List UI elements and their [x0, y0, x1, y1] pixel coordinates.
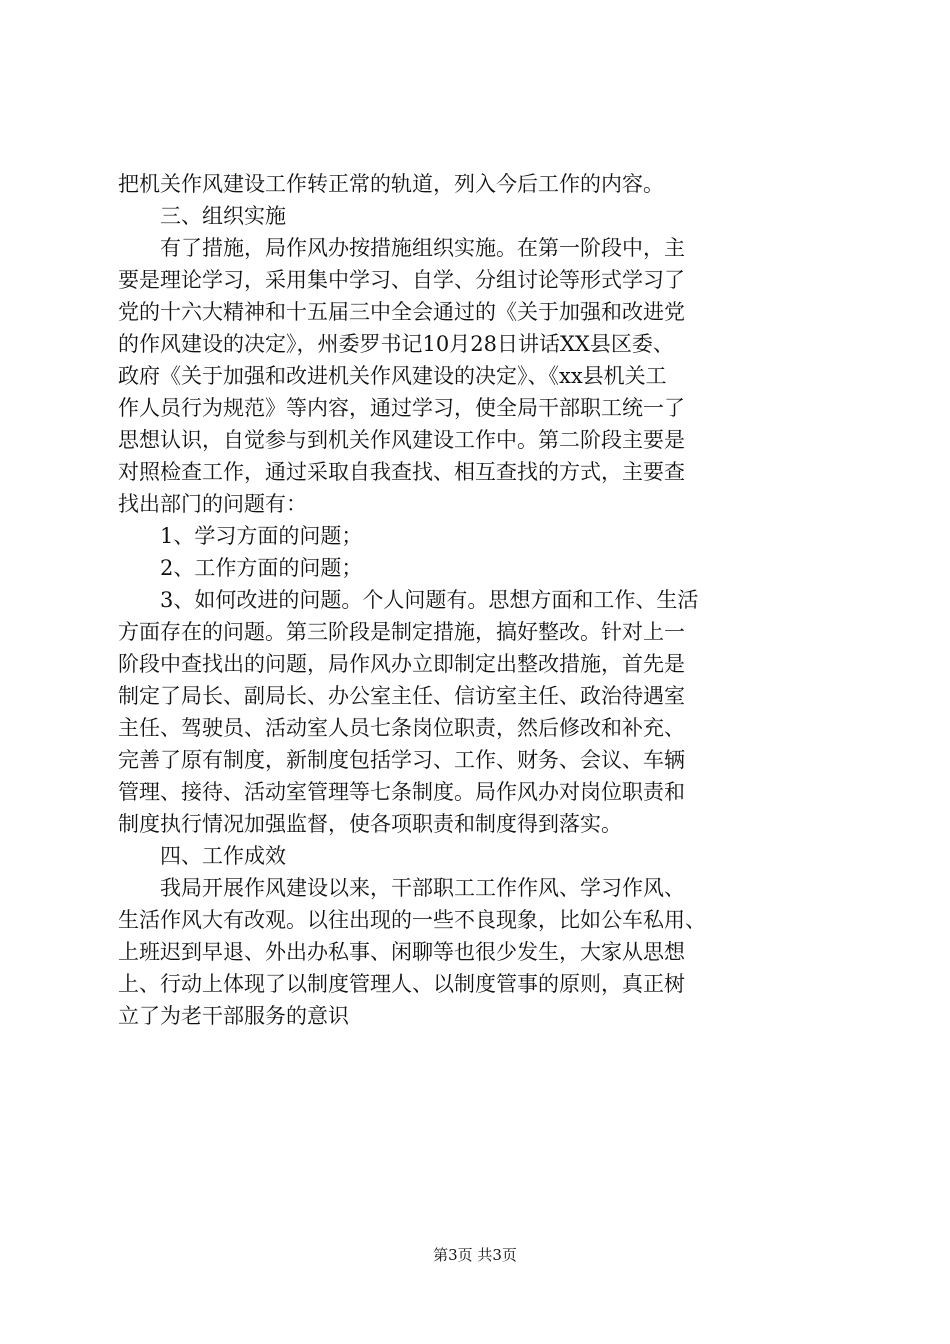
- body-text-line: 上、行动上体现了以制度管理人、以制度管事的原则，真正树: [118, 972, 685, 996]
- body-text-line: 要是理论学习，采用集中学习、自学、分组讨论等形式学习了: [118, 268, 685, 292]
- page-number-footer: 第3页 共3页: [433, 1246, 517, 1264]
- list-item-study: 1、学习方面的问题；: [160, 524, 363, 548]
- body-text-line: 制度执行情况加强监督，使各项职责和制度得到落实。: [118, 812, 622, 836]
- body-text-line: 政府《关于加强和改进机关作风建设的决定》、《xx县机关工: [118, 364, 667, 388]
- body-text-line: 党的十六大精神和十五届三中全会通过的《关于加强和改进党: [118, 300, 685, 324]
- body-text-line: 主任、驾驶员、活动室人员七条岗位职责，然后修改和补充、: [118, 716, 685, 740]
- body-text-line: 立了为老干部服务的意识: [118, 1004, 349, 1028]
- body-text-line: 生活作风大有改观。以往出现的一些不良现象，比如公车私用、: [118, 908, 706, 932]
- body-text-line: 我局开展作风建设以来，干部职工工作作风、学习作风、: [160, 876, 685, 900]
- body-text-line: 思想认识，自觉参与到机关作风建设工作中。第二阶段主要是: [118, 428, 685, 452]
- body-text-line: 上班迟到早退、外出办私事、闲聊等也很少发生，大家从思想: [118, 940, 685, 964]
- body-text-line: 完善了原有制度，新制度包括学习、工作、财务、会议、车辆: [118, 748, 685, 772]
- section-heading-results: 四、工作成效: [160, 844, 286, 868]
- body-text-line: 作人员行为规范》等内容，通过学习，使全局干部职工统一了: [118, 396, 685, 420]
- body-text-line: 找出部门的问题有：: [118, 492, 307, 516]
- body-text-line: 方面存在的问题。第三阶段是制定措施，搞好整改。针对上一: [118, 620, 685, 644]
- body-text-line: 管理、接待、活动室管理等七条制度。局作风办对岗位职责和: [118, 780, 685, 804]
- section-heading-organize: 三、组织实施: [160, 204, 286, 228]
- body-text-line: 的作风建设的决定》，州委罗书记10月28日讲话XX县区委、: [118, 332, 674, 356]
- body-text-line: 有了措施，局作风办按措施组织实施。在第一阶段中，主: [160, 236, 685, 260]
- body-text-line: 制定了局长、副局长、办公室主任、信访室主任、政治待遇室: [118, 684, 685, 708]
- body-text-line: 阶段中查找出的问题，局作风办立即制定出整改措施，首先是: [118, 652, 685, 676]
- body-text-line: 把机关作风建设工作转正常的轨道，列入今后工作的内容。: [118, 172, 664, 196]
- body-text-line: 对照检查工作，通过采取自我查找、相互查找的方式，主要查: [118, 460, 685, 484]
- list-item-improve: 3、如何改进的问题。个人问题有。思想方面和工作、生活: [160, 588, 699, 612]
- list-item-work: 2、工作方面的问题；: [160, 556, 363, 580]
